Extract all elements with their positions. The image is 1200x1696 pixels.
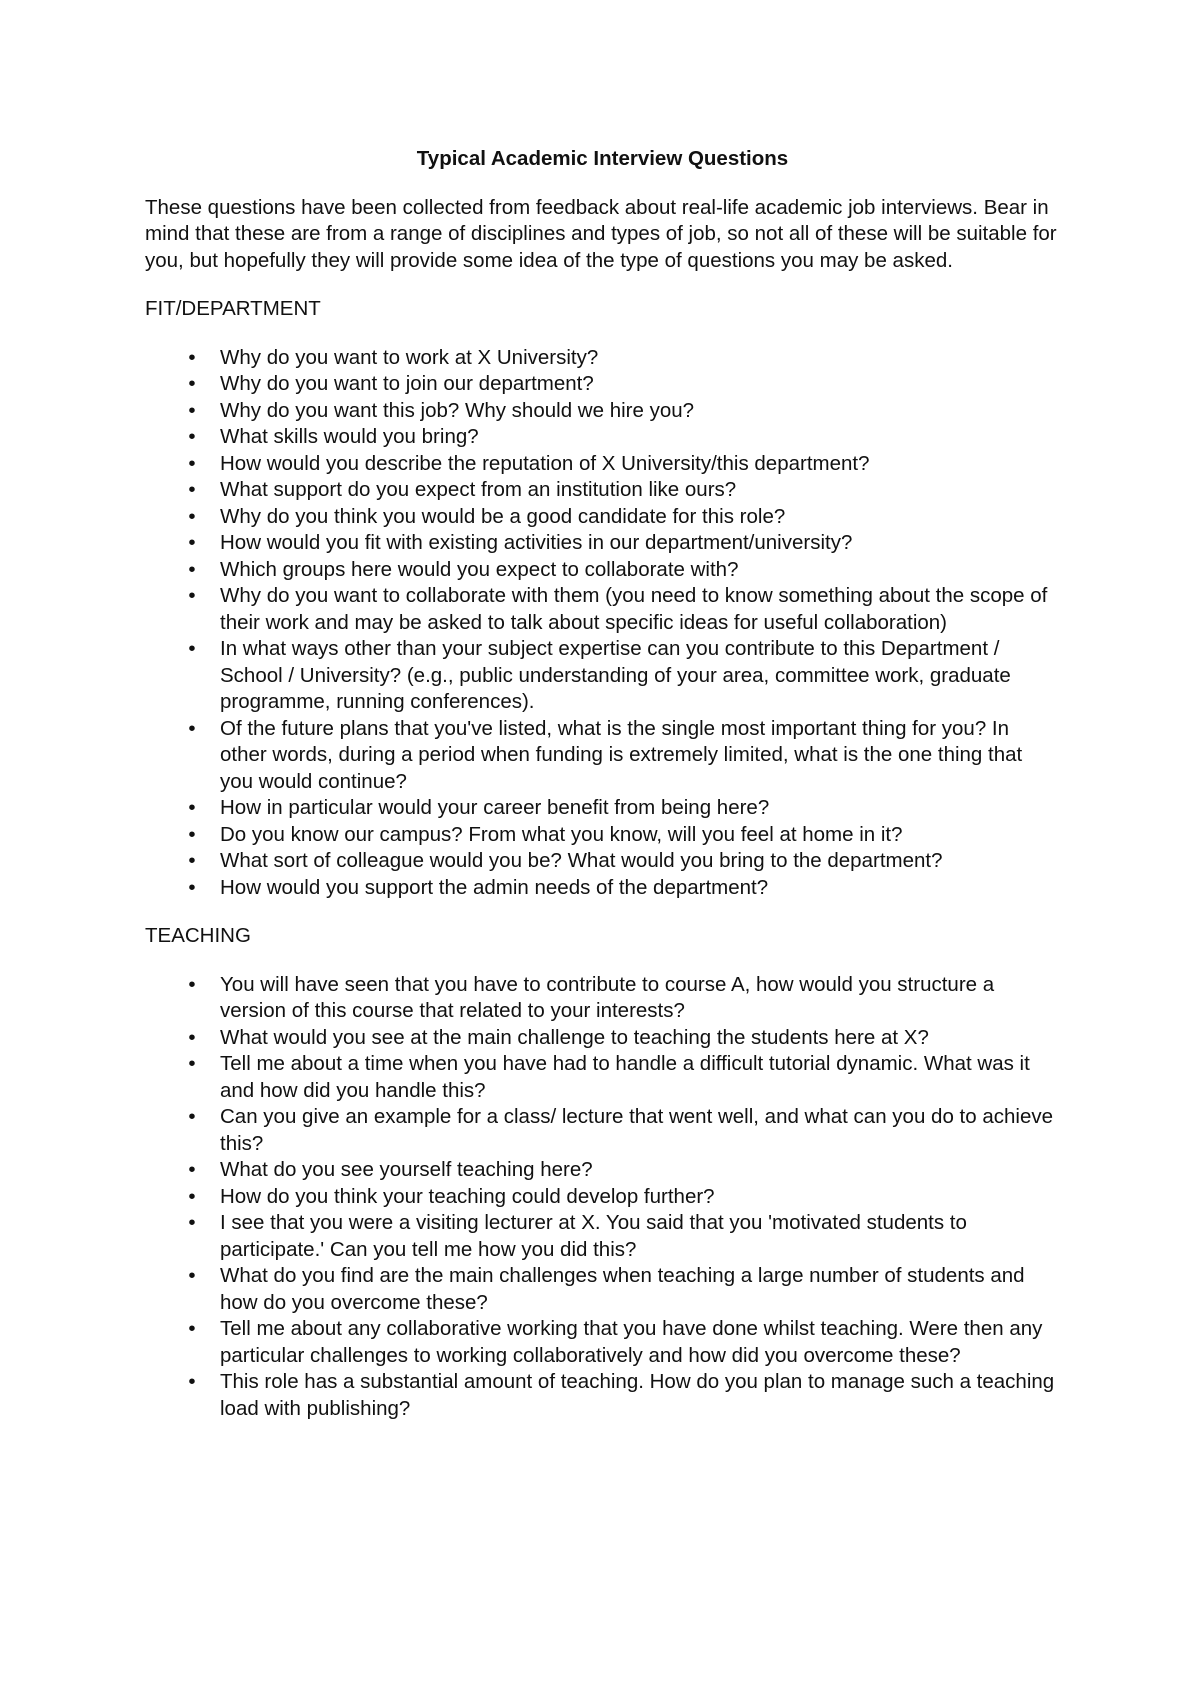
list-item	[145, 398, 1060, 425]
bullet-icon: •	[188, 716, 196, 740]
list-item	[145, 1051, 1060, 1104]
bullet-icon: •	[188, 822, 196, 846]
question-text: What support do you expect from an institution like ours?	[220, 478, 737, 501]
list-item	[145, 1316, 1060, 1369]
bullet-icon: •	[188, 875, 196, 899]
bullet-icon: •	[188, 1052, 196, 1075]
question-text: Tell me about any collaborative working that you have done whilst teaching. Were then any particular challenges to working collaboratively and how did you overcome these?	[220, 1317, 1043, 1367]
list-item	[145, 345, 1060, 372]
question-text: Do you know our campus? From what you know, will you feel at home in it?	[220, 822, 903, 846]
question-text: What do you find are the main challenges when teaching a large number of students and how do you overcome these?	[220, 1264, 1025, 1314]
question-text: I see that you were a visiting lecturer at X. You said that you 'motivated students to participate.' Can you tell me how you did this?	[220, 1211, 967, 1261]
bullet-icon: •	[188, 557, 196, 581]
question-text: Why do you think you would be a good candidate for this role?	[220, 504, 786, 528]
bullet-icon: •	[188, 1317, 196, 1340]
question-text: Why do you want to join our department?	[220, 372, 594, 395]
question-text: Why do you want to collaborate with them (you need to know something about the scope of their work and may be asked to talk about specific ideas for useful collaboration)	[220, 584, 1048, 634]
bullet-icon: •	[188, 796, 196, 819]
bullet-icon: •	[188, 478, 196, 501]
bullet-icon: •	[188, 584, 196, 607]
bullet-icon: •	[188, 531, 196, 554]
question-text: Can you give an example for a class/ lecture that went well, and what can you do to achieve this?	[220, 1105, 1054, 1155]
bullet-icon: •	[188, 372, 196, 395]
bullet-icon: •	[188, 1211, 196, 1234]
list-item	[145, 848, 1060, 875]
bullet-icon: •	[188, 972, 196, 996]
list-item	[145, 1157, 1060, 1184]
question-list	[145, 345, 1060, 902]
bullet-icon: •	[188, 1370, 196, 1393]
question-text: What skills would you bring?	[220, 425, 479, 448]
list-item	[145, 1263, 1060, 1316]
section-heading: FIT/DEPARTMENT	[145, 297, 321, 320]
bullet-icon: •	[188, 1264, 196, 1287]
question-text: How would you support the admin needs of the department?	[220, 875, 769, 899]
list-item	[145, 504, 1060, 531]
question-text: What sort of colleague would you be? What would you bring to the department?	[220, 849, 943, 872]
bullet-icon: •	[188, 425, 196, 448]
list-item	[145, 477, 1060, 504]
document-body	[145, 146, 1060, 1444]
bullet-icon: •	[188, 637, 196, 660]
question-text: What do you see yourself teaching here?	[220, 1158, 593, 1181]
question-text: Why do you want this job? Why should we hire you?	[220, 398, 695, 422]
question-text: How would you describe the reputation of X University/this department?	[220, 451, 870, 475]
question-text: How in particular would your career benefit from being here?	[220, 796, 770, 819]
list-item	[145, 451, 1060, 478]
document-title: Typical Academic Interview Questions	[416, 147, 789, 170]
bullet-icon: •	[188, 398, 196, 422]
question-text: In what ways other than your subject expertise can you contribute to this Department / School / University? (e.g., public understanding of your area, committee work, graduate programme, running conferences).	[220, 637, 1011, 713]
list-item	[145, 1025, 1060, 1052]
bullet-icon: •	[188, 849, 196, 872]
question-text: How would you fit with existing activities in our department/university?	[220, 531, 853, 554]
list-item	[145, 636, 1060, 716]
list-item	[145, 875, 1060, 902]
question-text: Of the future plans that you've listed, what is the single most important thing for you? In other words, during a period when funding is extremely limited, what is the one thing that you would continue?	[220, 716, 1023, 793]
list-item	[145, 1184, 1060, 1211]
bullet-icon: •	[188, 451, 196, 475]
section-heading: TEACHING	[145, 924, 251, 947]
list-item	[145, 583, 1060, 636]
question-text: What would you see at the main challenge to teaching the students here at X?	[220, 1025, 929, 1049]
intro-paragraph: These questions have been collected from feedback about real-life academic job interviews. Bear in mind that these are from a range of disciplines and types of job, so not all of these will be suitable for you, but hopefully they will provide some idea of the type of questions you may be asked.	[145, 195, 1057, 272]
list-item	[145, 424, 1060, 451]
list-item	[145, 795, 1060, 822]
list-item	[145, 716, 1060, 796]
list-item	[145, 557, 1060, 584]
bullet-icon: •	[188, 1184, 196, 1208]
question-text: Why do you want to work at X University?	[220, 345, 599, 369]
question-text: You will have seen that you have to contribute to course A, how would you structure a version of this course that related to your interests?	[220, 972, 995, 1022]
list-item	[145, 371, 1060, 398]
bullet-icon: •	[188, 1158, 196, 1181]
question-text: Which groups here would you expect to collaborate with?	[220, 557, 739, 581]
list-item	[145, 972, 1060, 1025]
bullet-icon: •	[188, 504, 196, 528]
question-text: Tell me about a time when you have had to handle a difficult tutorial dynamic. What was it and how did you handle this?	[220, 1052, 1030, 1102]
list-item	[145, 1369, 1060, 1422]
section-fit-department	[145, 296, 1060, 901]
question-text: How do you think your teaching could develop further?	[220, 1184, 715, 1208]
question-text: This role has a substantial amount of teaching. How do you plan to manage such a teaching load with publishing?	[220, 1370, 1055, 1420]
list-item	[145, 1210, 1060, 1263]
list-item	[145, 1104, 1060, 1157]
question-list	[145, 972, 1060, 1423]
list-item	[145, 822, 1060, 849]
list-item	[145, 530, 1060, 557]
bullet-icon: •	[188, 345, 196, 369]
section-teaching	[145, 923, 1060, 1422]
bullet-icon: •	[188, 1025, 196, 1049]
bullet-icon: •	[188, 1105, 196, 1128]
